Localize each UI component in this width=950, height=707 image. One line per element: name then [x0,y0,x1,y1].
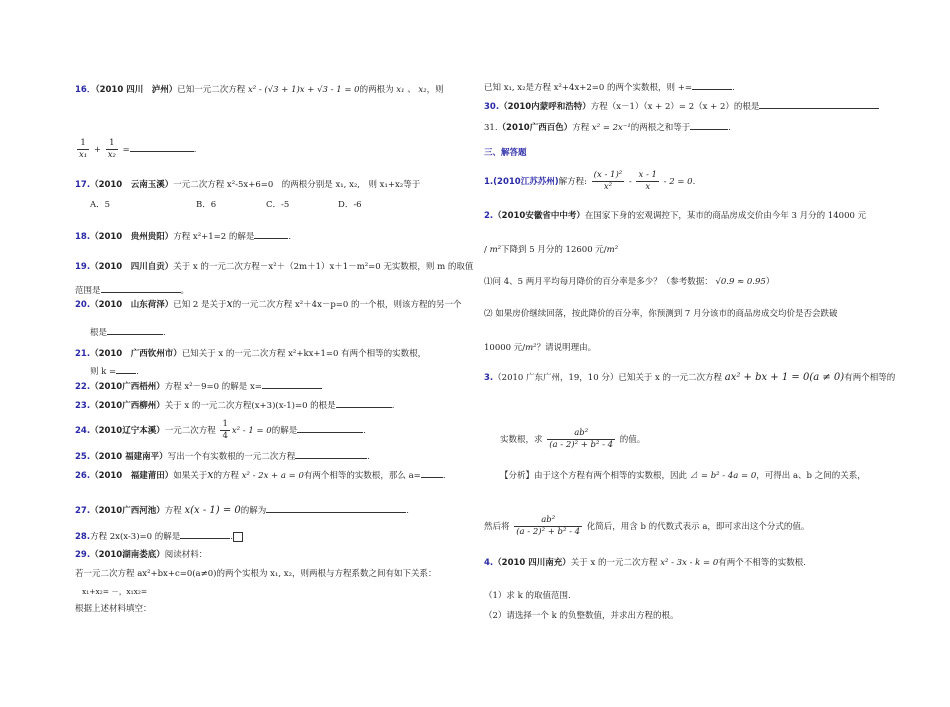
question-29-line2: 若一元二次方程 ax²+bx+c=0(a≠0)的两个实根为 x₁, x₂，则两根与方程系数之间有如下关系： [75,569,437,579]
problem-2: 2.（2010安徽省中中考）在国家下身的宏观调控下，某市的商品房成交价由今年 3 月分的 14000 元 [484,211,867,221]
answer-blank[interactable] [295,449,367,459]
question-29: 29.（2010湖南娄底）阅读材料： [75,550,208,560]
problem-3-line2: 实数根，求 $\frac{\text{ab²}}{\text{(a - 2)² + b² - 4}}$ 的值。 [500,428,646,450]
answer-blank[interactable] [180,529,230,539]
question-21-line2: 则 k = . [90,364,139,378]
answer-blank[interactable] [101,283,181,293]
question-25: 25.（2010 福建南平）写出一个有实数根的一元二次方程 . [75,449,370,463]
question-18: 18.（2010 贵州贵阳）方程 x²+1=2 的解是 . [75,229,291,243]
question-29-line4: 根据上述材料填空： [75,604,152,614]
problem-4-sub2: （2）请选择一个 k 的负整数值，并求出方程的根。 [484,611,679,621]
checkbox-icon [233,532,243,542]
problem-2-sub2-line2: 10000 元/m²？请说明理由。 [484,343,597,353]
answer-blank[interactable] [254,229,288,239]
question-23: 23.（2010广西柳州）关于 x 的一元二次方程(x+3)(x-1)=0 的根是 . [75,398,394,412]
answer-blank[interactable] [759,99,879,109]
question-20-line2: 根是 . [90,325,166,339]
question-26: 26.（2010 福建莆田）如果关于x的方程 x² - 2x + a = 0有两个相等的实数根，那么 a= . [75,468,446,481]
answer-blank[interactable] [116,364,136,374]
problem-1: 1.(2010江苏苏州)解方程: $\frac{\text{(x - 1)²}}{\text{x²}}$ - $\frac{x - 1}{x}$ - 2 = 0. [484,170,696,192]
problem-3-line4: 然后将 $\frac{\text{ab²}}{\text{(a - 2)² + b² - 4}}$ 化简后，用含 b 的代数式表示 a，即可求出这个分式的值。 [484,515,810,537]
problem-4: 4.（2010 四川南充）关于 x 的一元二次方程 x² - 3x - k = 0有两个不相等的实数根. [484,558,806,568]
answer-blank[interactable] [336,398,392,408]
question-30: 30.（2010内蒙呼和浩特）方程（x－1）（x + 2）= 2（x + 2）的根是 [484,99,879,113]
answer-blank[interactable] [297,423,363,433]
question-17: 17.（2010 云南玉溪）一元二次方程 x²-5x+6=0 的两根分别是 x₁, x₂, 则 x₁+x₂等于 [75,180,421,190]
question-29-line3: x₁+x₂= －，x₁x₂= [82,587,148,596]
answer-blank[interactable] [692,80,732,90]
question-17-option-b: B．6 [196,200,217,210]
answer-blank[interactable] [266,503,406,513]
question-17-option-d: D．-6 [338,200,362,210]
question-20: 20.（2010 山东荷泽）已知 2 是关于x的一元二次方程 x²＋4x－p=0 的一个根，则该方程的另一个 [75,297,462,310]
problem-3-analysis: 【分析】由于这个方程有两个相等的实数根，因此 ⊿ = b² - 4a = 0，可得出 a、b 之间的关系， [500,471,866,481]
answer-blank[interactable] [130,142,194,152]
question-21: 21.（2010 广西钦州市）已知关于 x 的一元二次方程 x²+kx+1=0 有两个相等的实数根， [75,349,427,359]
question-29-continued: 已知 x₁, x₂是方程 x²+4x+2=0 的两个实数根，则 += . [484,80,735,94]
question-19: 19.（2010 四川自贡）关于 x 的一元二次方程－x²＋（2m＋1）x＋1－m²=0 无实数根，则 m 的取值 [75,262,474,272]
answer-blank[interactable] [107,325,163,335]
question-17-option-c: C．-5 [266,200,290,210]
problem-2-sub2: ⑵ 如果房价继续回落，按此降价的百分率，你预测到 7 月分该市的商品房成交均价是否会跌破 [484,309,838,319]
problem-3: 3.（2010 广东广州，19，10 分）已知关于 x 的一元二次方程 ax² + bx + 1 = 0(a ≠ 0)有两个相等的 [484,372,896,383]
question-31: 31.（2010广西百色）方程 x² = 2x⁻¹的两根之和等于 . [484,120,731,134]
section-heading: 三、解答题 [484,148,527,158]
answer-blank[interactable] [690,120,728,130]
question-16: 16．（2010 四川 泸州）已知一元二次方程 x² - (√3 + 1)x + √3 - 1 = 0的两根为 x₁ 、 x₂，则 [75,85,444,95]
question-19-line2: 范围是 。 [75,283,189,297]
problem-4-sub1: （1）求 k 的取值范围. [484,591,571,601]
problem-2-line2: / m²下降到 5 月分的 12600 元/m² [484,245,619,255]
answer-blank[interactable] [262,379,322,389]
question-22: 22.（2010广西梧州）方程 x²－9=0 的解是 x= [75,379,322,393]
question-24: 24.（2010辽宁本溪）一元二次方程 $\frac{1}{4}$ x² - 1 = 0的解是 . [75,419,366,441]
problem-2-sub1: ⑴问 4、5 两月平均每月降价的百分率是多少？（参考数据： √0.9 ≈ 0.95） [484,277,775,287]
question-28: 28.方程 2x(x-3)=0 的解是 . [75,529,243,543]
answer-blank[interactable] [421,468,443,478]
question-16-expression: $\frac{1}{\text{x₁}}$ + $\frac{1}{\text{x₂}}$ = . [79,138,197,160]
question-17-option-a: A．5 [90,200,111,210]
question-27: 27.（2010广西河池）方程 x(x - 1) = 0的解为 . [75,505,409,516]
